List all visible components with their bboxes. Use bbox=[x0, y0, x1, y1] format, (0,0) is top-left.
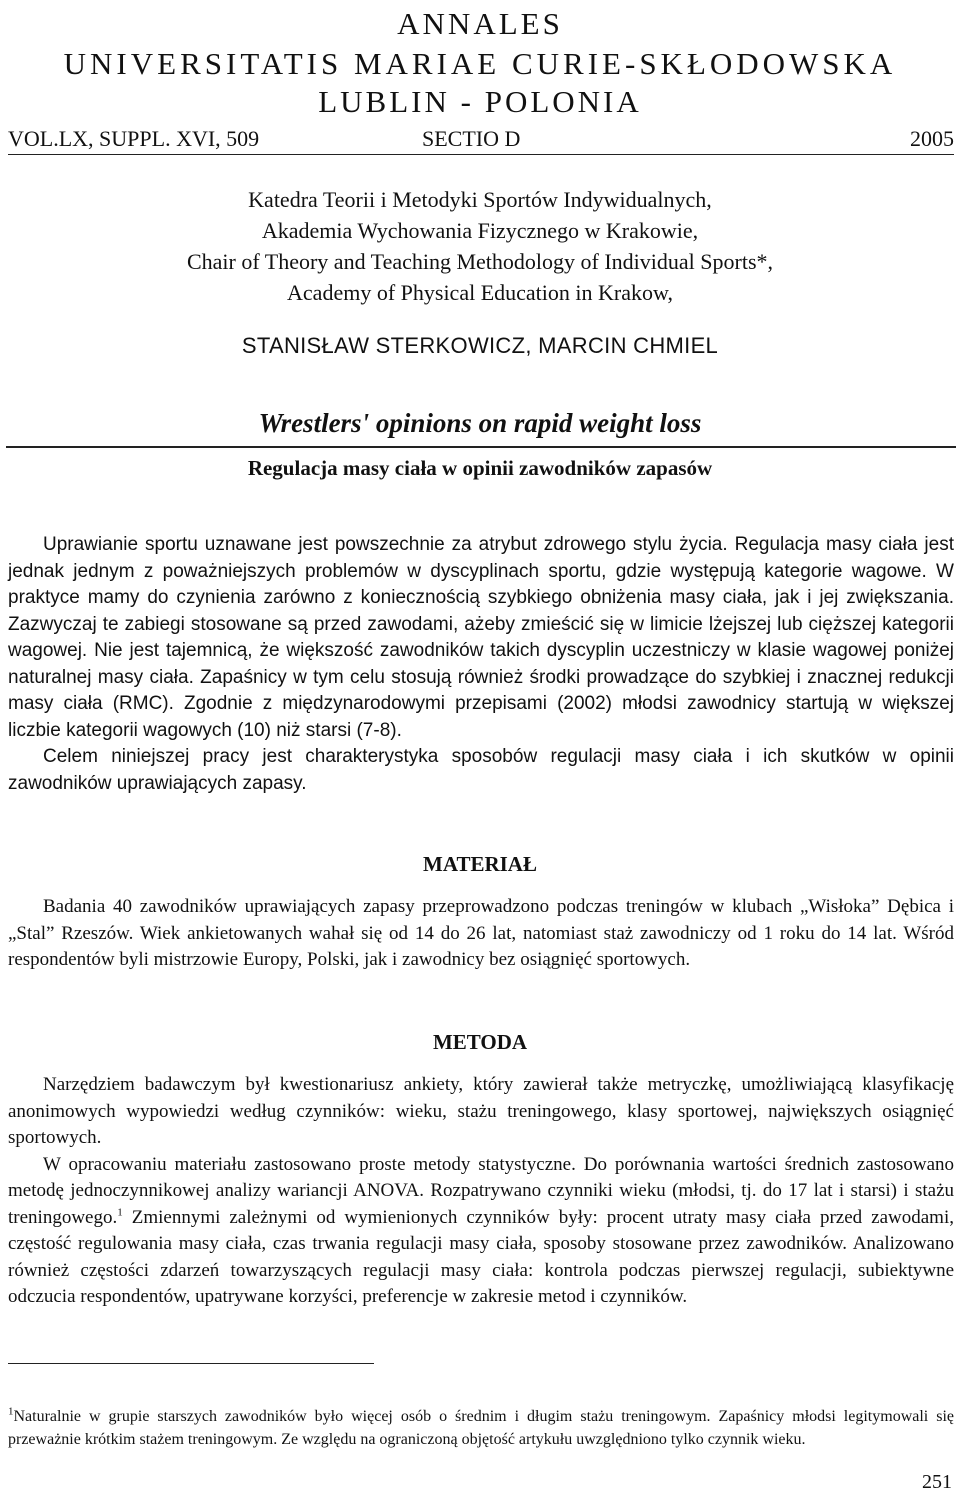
introduction bbox=[8, 532, 954, 797]
footnote-text: Naturalnie w grupie starszych zawodników było więcej osób o średnim i długim stażu treningowym. Zapaśnicy młodsi legitymowali się przeważnie krótkim stażem treningowym. Ze względu na ograniczoną objętość artykułu uwzględniono tylko czynnik wieku. bbox=[8, 1408, 954, 1448]
affiliation-line: Academy of Physical Education in Krakow, bbox=[287, 280, 673, 305]
affiliation-line: Chair of Theory and Teaching Methodology of Individual Sports*, bbox=[186, 249, 774, 274]
volume-info: VOL.LX, SUPPL. XVI, 509 bbox=[8, 126, 260, 151]
method-paragraph bbox=[8, 1152, 954, 1311]
intro-paragraph: Uprawianie sportu uznawane jest powszechnie za atrybut zdrowego stylu życia. Regulacja masy ciała jest jednak jednym z poważniejszych problemów w dyscyplinach sportu, gdzie występują kategorie wagowe. W praktyce mamy do czynienia zarówno z koniecznością szybkiego obniżenia masy ciała, jak i jej zwiększania. Zazwyczaj te zabiegi stosowane są przed zawodami, ażeby zmieścić się w limicie lżejszej lub cięższej kategorii wagowej. Nie jest tajemnicą, że większość zawodników takich dyscyplin uczestniczy w klasie wagowej poniżej naturalnej masy ciała. Zapaśnicy w tym celu stosują również środki prowadzące do szybkiej i znacznej redukcji masy ciała (RMC). Zgodnie z międzynarodowymi przepisami (2002) młodsi zawodnicy startują w większej liczbie kategorii wagowych (10) niż starsi (7-8). bbox=[8, 534, 954, 741]
article-title-polish: Regulacja masy ciała w opinii zawodników zapasów bbox=[247, 456, 713, 480]
method-paragraph: Narzędziem badawczym był kwestionariusz ankiety, który zawierał także metryczkę, umożliwiającą klasyfikację anonimowych wypowiedzi według czynników: wieku, stażu treningowego, klasy sportowej, największych osiągnięć sportowych. bbox=[8, 1074, 954, 1148]
footnote-mark: 1 bbox=[8, 1405, 14, 1418]
method-text: Zmiennymi zależnymi od wymienionych czynników były: procent utraty masy ciała przed zawodami, częstość regulowania masy ciała, czas trwania regulacji masy ciała, sposoby stosowane przez zawodników. Analizowano również częstości zdarzeń towarzyszących regulacji masy ciała: kontrola podczas pierwszej regulacji, subiektywne odczucia respondentów, upatrywane korzyści, preferencje w zakresie metod i czynników. bbox=[8, 1206, 954, 1307]
title-divider bbox=[6, 446, 956, 448]
volume-row bbox=[8, 126, 954, 155]
article-title-english: Wrestlers' opinions on rapid weight loss bbox=[258, 408, 702, 438]
authors: STANISŁAW STERKOWICZ, MARCIN CHMIEL bbox=[241, 333, 719, 358]
year: 2005 bbox=[910, 126, 954, 151]
page-number: 251 bbox=[922, 1471, 952, 1493]
material-section bbox=[8, 894, 954, 974]
section-heading-method: METODA bbox=[432, 1030, 528, 1054]
footnote-divider bbox=[8, 1363, 374, 1364]
method-text: W opracowaniu materiału zastosowano proste metody statystyczne. Do porównania wartości średnich zastosowano metodę jednoczynnikowej analizy wariancji ANOVA. Rozpatrywano czynniki wieku (młodsi, tj. do 17 lat i starsi) i stażu treningowego. bbox=[8, 1153, 954, 1228]
journal-title-line-1: ANNALES bbox=[397, 6, 563, 41]
affiliation-block bbox=[0, 184, 960, 308]
footnote-reference[interactable]: 1 bbox=[117, 1206, 123, 1219]
material-paragraph: Badania 40 zawodników uprawiających zapasy przeprowadzono podczas treningów w klubach „Wisłoka” Dębica i „Stal” Rzeszów. Wiek ankietowanych wahał się od 14 do 26 lat, natomiast staż zawodniczy od 1 roku do 14 lat. Wśród respondentów byli mistrzowie Europy, Polski, jak i zawodnicy bez osiągnięć sportowych. bbox=[8, 896, 954, 970]
journal-title-line-3: LUBLIN - POLONIA bbox=[318, 84, 642, 119]
section-info: SECTIO D bbox=[422, 126, 521, 151]
affiliation-line: Akademia Wychowania Fizycznego w Krakowie, bbox=[261, 218, 699, 243]
section-heading-material: MATERIAŁ bbox=[423, 852, 537, 876]
journal-title-line-2: UNIVERSITATIS MARIAE CURIE-SKŁODOWSKA bbox=[63, 46, 897, 81]
method-section bbox=[8, 1072, 954, 1311]
intro-paragraph: Celem niniejszej pracy jest charakterystyka sposobów regulacji masy ciała i ich skutków w opinii zawodników uprawiających zapasy. bbox=[8, 746, 954, 794]
footnote bbox=[8, 1406, 954, 1451]
affiliation-line: Katedra Teorii i Metodyki Sportów Indywidualnych, bbox=[248, 187, 712, 212]
